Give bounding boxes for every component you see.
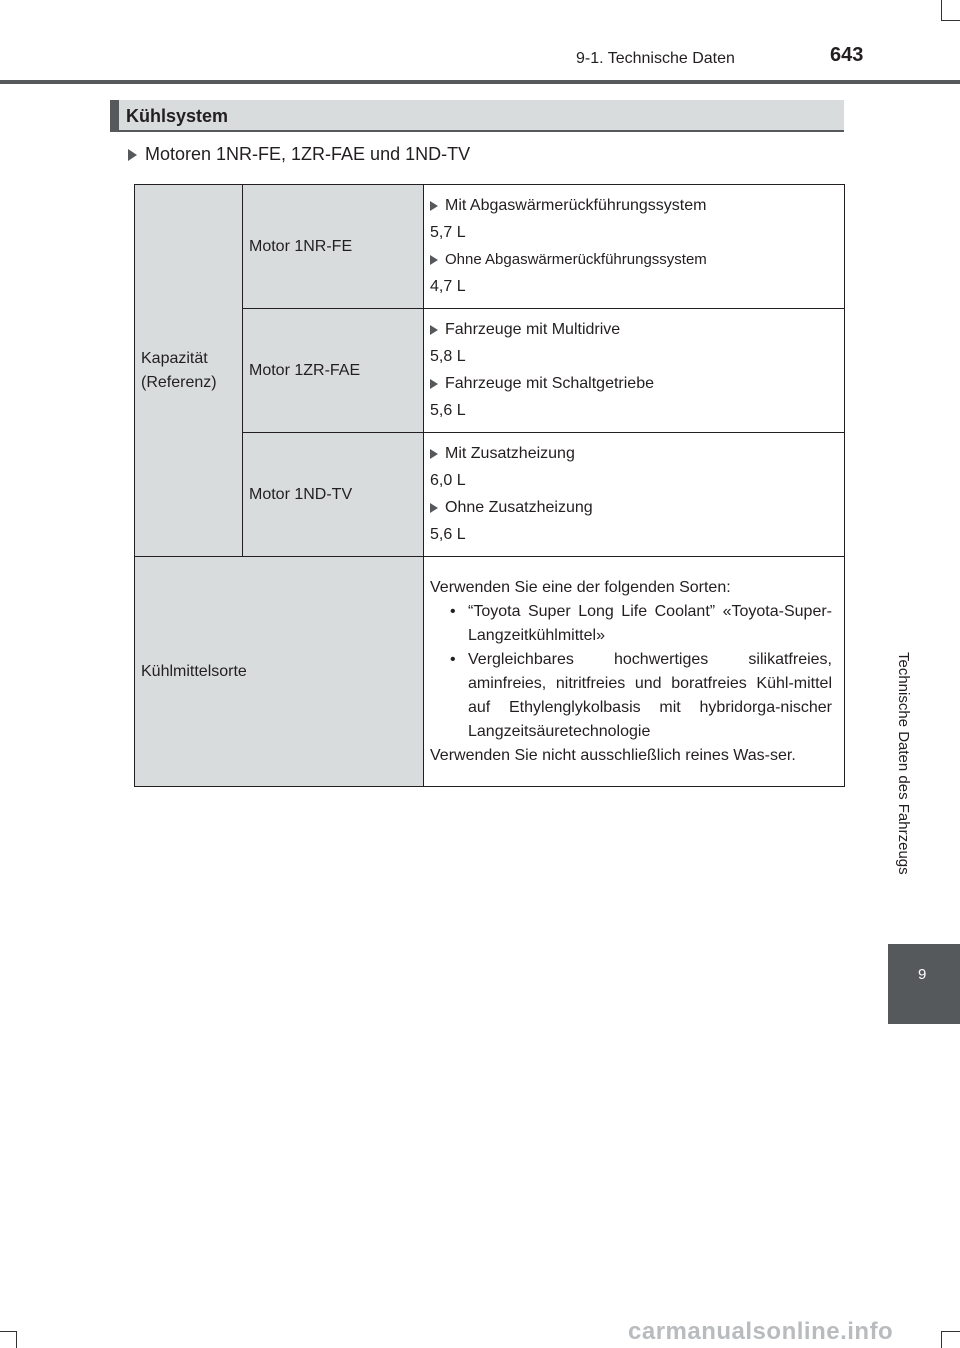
engine-cell (243, 185, 424, 309)
chapter-title-vertical: Technische Daten des Fahrzeugs (895, 652, 912, 875)
capacity-value: 5,8 L (430, 348, 466, 365)
capacity-value: 5,6 L (430, 526, 466, 543)
subheading (128, 144, 470, 165)
coolant-label-cell (135, 557, 424, 787)
triangle-bullet-icon (430, 325, 438, 335)
triangle-bullet-icon (128, 149, 137, 161)
list-item: • “Toyota Super Long Life Coolant” «Toyota-Super-Langzeitkühlmittel» (430, 600, 832, 648)
option-label: Ohne Abgaswärmerückführungssystem (445, 251, 707, 268)
capacity-value-cell (424, 433, 845, 557)
engine-cell (243, 309, 424, 433)
page-number: 643 (830, 44, 864, 66)
option-label: Mit Zusatzheizung (445, 445, 575, 462)
capacity-value: 5,7 L (430, 224, 466, 241)
triangle-bullet-icon (430, 255, 438, 265)
section-underline (110, 130, 844, 132)
coolant-intro: Verwenden Sie eine der folgenden Sorten: (430, 578, 731, 596)
list-item: • Vergleichbares hochwertiges silikatfreies, aminfreies, nitritfreies und boratfreies Kühl-mittel auf Ethylenglykolbasis mit hybridorga-nischer Langzeitsäuretechnologie (430, 648, 832, 744)
option-label: Mit Abgaswärmerückführungssystem (445, 197, 707, 214)
engine-cell (243, 433, 424, 557)
chapter-number: 9 (918, 966, 927, 983)
chapter-tab (888, 944, 960, 1024)
table-row (135, 185, 845, 309)
watermark: carmanualsonline.info (628, 1318, 894, 1345)
triangle-bullet-icon (430, 503, 438, 513)
capacity-value: 4,7 L (430, 278, 466, 295)
triangle-bullet-icon (430, 201, 438, 211)
coolant-label: Kühlmittelsorte (141, 662, 247, 680)
option-label: Ohne Zusatzheizung (445, 499, 593, 516)
header-section-title: 9-1. Technische Daten (576, 50, 735, 67)
section-title: Kühlsystem (126, 106, 229, 126)
crop-mark (941, 1331, 960, 1332)
capacity-value-cell (424, 185, 845, 309)
subheading-text: Motoren 1NR-FE, 1ZR-FAE und 1ND-TV (145, 144, 471, 164)
capacity-value: 6,0 L (430, 472, 466, 489)
crop-mark (0, 1331, 16, 1332)
header-rule (0, 80, 960, 84)
capacity-value: 5,6 L (430, 402, 466, 419)
crop-mark (941, 20, 960, 21)
capacity-label-cell (135, 185, 243, 557)
option-label: Fahrzeuge mit Schaltgetriebe (445, 375, 654, 392)
coolant-spec-table (134, 184, 845, 787)
triangle-bullet-icon (430, 449, 438, 459)
coolant-list (430, 600, 832, 744)
capacity-label: Kapazität (Referenz) (141, 349, 217, 391)
coolant-type-cell (424, 557, 845, 787)
engine-label: Motor 1NR-FE (249, 237, 353, 255)
crop-mark (941, 0, 942, 20)
option-label: Fahrzeuge mit Multidrive (445, 321, 621, 338)
coolant-note: Verwenden Sie nicht ausschließlich reines Was-ser. (430, 746, 796, 764)
triangle-bullet-icon (430, 379, 438, 389)
engine-label: Motor 1ZR-FAE (249, 361, 361, 379)
crop-mark (941, 1331, 942, 1348)
section-marker (110, 100, 119, 130)
table-row (135, 557, 845, 787)
engine-label: Motor 1ND-TV (249, 485, 353, 503)
section-heading-bar (110, 100, 844, 130)
crop-mark (16, 1331, 17, 1348)
capacity-value-cell (424, 309, 845, 433)
